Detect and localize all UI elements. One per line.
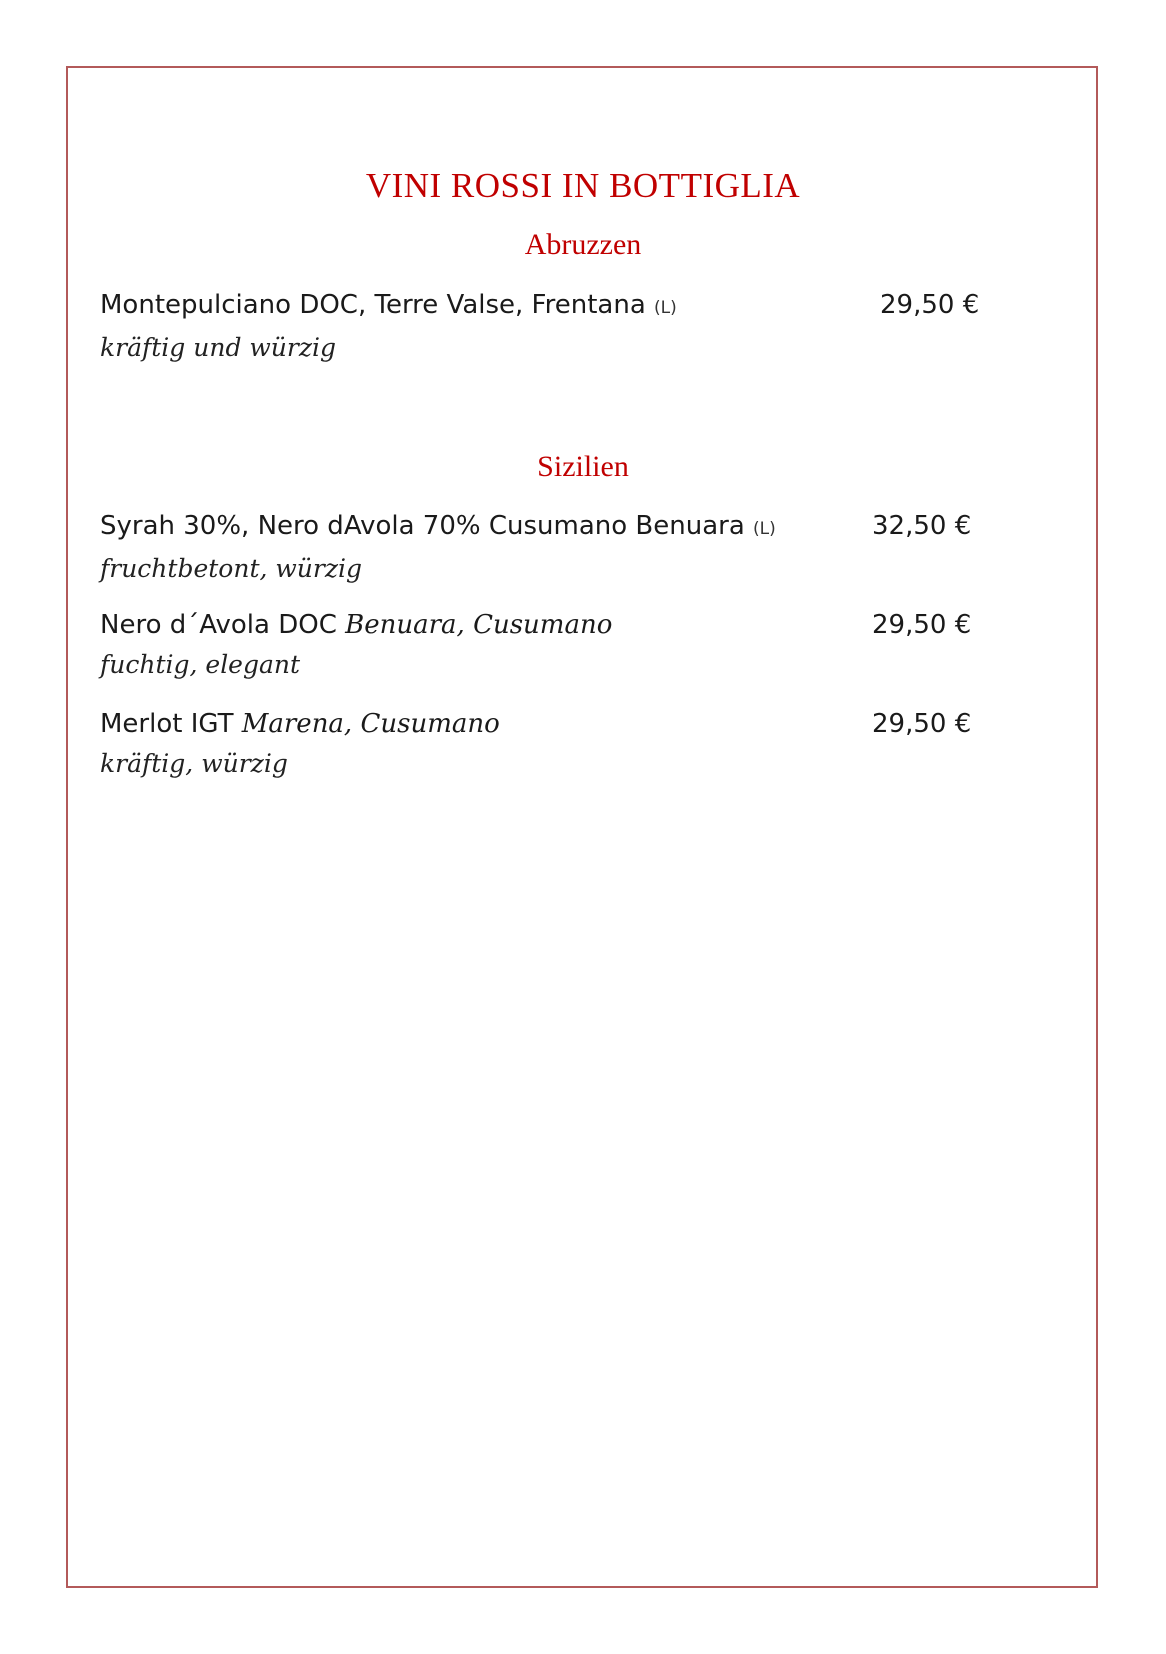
wine-item [100,288,1030,365]
lactose-tag: (L) [654,298,677,318]
wine-price: 32,50 € [872,511,972,541]
wine-producer: Benuara, Cusumano [345,610,613,640]
wine-name: Montepulciano DOC, Terre Valse, Frentana (L) [100,290,677,320]
wine-price: 29,50 € [872,709,972,739]
wine-producer: Marena, Cusumano [241,709,500,739]
wine-item [100,608,1030,682]
wine-name: Syrah 30%, Nero dAvola 70% Cusumano Benuara (L) [100,511,776,541]
section-heading-sizilien: Sizilien [537,450,629,483]
wine-item [100,509,1030,586]
wine-price: 29,50 € [872,610,972,640]
menu-title: VINI ROSSI IN BOTTIGLIA [365,166,801,205]
wine-name: Merlot IGT Marena, Cusumano [100,709,500,739]
wine-item [100,707,1030,781]
section-heading-abruzzen: Abruzzen [524,228,642,261]
wine-description: fruchtbetont, würzig [100,554,363,583]
wine-price: 29,50 € [880,290,980,320]
wine-description: kräftig und würzig [100,333,337,362]
wine-name: Nero d´Avola DOC Benuara, Cusumano [100,610,613,640]
lactose-tag: (L) [753,519,776,539]
wine-description: kräftig, würzig [100,749,288,778]
wine-description: fuchtig, elegant [100,650,301,679]
